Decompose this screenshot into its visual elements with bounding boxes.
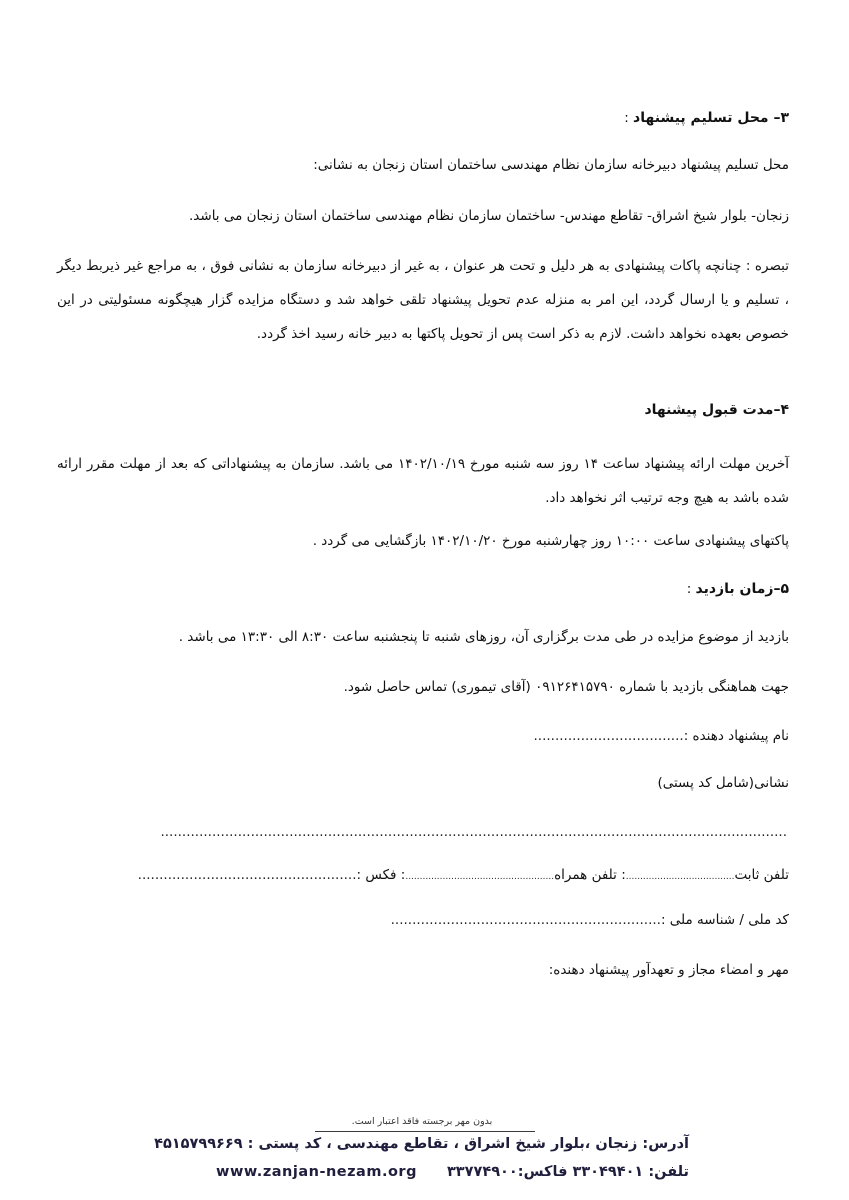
mobile-label: : تلفن همراه xyxy=(554,867,626,883)
name-dots: ................................... xyxy=(533,728,684,744)
section-5-paragraph-2: جهت هماهنگی بازدید با شماره ۰۹۱۲۶۴۱۵۷۹۰ (آقای تیموری) تماس حاصل شود. xyxy=(343,679,789,695)
name-label: نام پیشنهاد دهنده : xyxy=(683,728,789,744)
name-field[interactable] xyxy=(533,726,789,746)
address-label: نشانی(شامل کد پستی) xyxy=(657,775,789,791)
section-5-title: ۵–زمان بازدید xyxy=(695,581,789,597)
section-4-paragraph-2: پاکتهای پیشنهادی ساعت ۱۰:۰۰ روز چهارشنبه مورخ ۱۴۰۲/۱۰/۲۰ بازگشایی می گردد . xyxy=(312,533,789,549)
national-id-field[interactable] xyxy=(391,910,789,930)
fax-dots[interactable]: ................................................... xyxy=(137,867,357,883)
address-dots: .................................................................................................................................................. xyxy=(160,824,787,840)
footer-divider xyxy=(315,1131,535,1132)
section-5-heading xyxy=(687,579,789,599)
stamp-validity-note: بدون مهر برجسته فاقد اعتبار است. xyxy=(351,1116,493,1127)
landline-label: تلفن ثابت xyxy=(734,867,789,883)
address-field[interactable] xyxy=(120,822,787,842)
footer-website-link[interactable]: www.zanjan-nezam.org xyxy=(216,1164,417,1180)
fax-label: : فکس : xyxy=(356,867,406,883)
signature-label: مهر و امضاء مجاز و تعهدآور پیشنهاد دهنده: xyxy=(548,962,789,978)
section-3-title: ۳– محل تسلیم پیشنهاد xyxy=(633,110,789,126)
landline-dots[interactable]: ...................................... xyxy=(625,872,735,882)
footer-contact-row xyxy=(216,1164,689,1180)
section-4-heading: ۴–مدت قبول پیشنهاد xyxy=(644,402,789,418)
national-id-label: کد ملی / شناسه ملی : xyxy=(660,912,789,928)
mobile-dots[interactable]: .................................................... xyxy=(405,872,555,882)
footer-phone-fax: تلفن: ۳۳۰۴۹۴۰۱ فاکس:۳۳۷۷۴۹۰۰ xyxy=(446,1164,689,1180)
section-4-paragraph-1: آخرین مهلت ارائه پیشنهاد ساعت ۱۴ روز سه شنبه مورخ ۱۴۰۲/۱۰/۱۹ می باشد. سازمان به پیشنهاداتی که بعد از مهلت مقرر ارائه شده باشد به هیچ وجه ترتیب اثر نخواهد داد. xyxy=(57,456,790,506)
section-5-colon: : xyxy=(686,581,696,597)
section-5-paragraph-1: بازدید از موضوع مزایده در طی مدت برگزاری آن، روزهای شنبه تا پنجشنبه ساعت ۸:۳۰ الی ۱۳:۳۰ می باشد . xyxy=(178,629,789,645)
section-3-colon: : xyxy=(624,110,634,126)
section-3-paragraph-1: محل تسلیم پیشنهاد دبیرخانه سازمان نظام مهندسی ساختمان استان زنجان به نشانی: xyxy=(313,157,789,173)
national-id-dots: ............................................................... xyxy=(390,912,661,928)
footer-address: آدرس: زنجان ،بلوار شیخ اشراق ، تقاطع مهندسی ، کد پستی : ۴۵۱۵۷۹۹۶۶۹ xyxy=(154,1136,689,1152)
section-3-heading xyxy=(624,108,789,128)
section-3-paragraph-2: زنجان- بلوار شیخ اشراق- تقاطع مهندس- ساختمان سازمان نظام مهندسی ساختمان استان زنجان می باشد. xyxy=(189,208,789,224)
phone-fax-row xyxy=(138,865,789,887)
section-3-note: تبصره : چنانچه پاکات پیشنهادی به هر دلیل و تحت هر عنوان ، به غیر از دبیرخانه سازمان به نشانی فوق ، به مراجع غیر ذیربط دیگر ، تسلیم و یا ارسال گردد، این امر به منزله عدم تحویل پیشنهاد تلقی خواهد شد و دستگاه مزایده گزار هیچگونه مسئولیتی در این خصوص بعهده نخواهد داشت. لازم به ذکر است پس از تحویل پاکتها به دبیر خانه رسید اخذ گردد. xyxy=(57,258,789,342)
